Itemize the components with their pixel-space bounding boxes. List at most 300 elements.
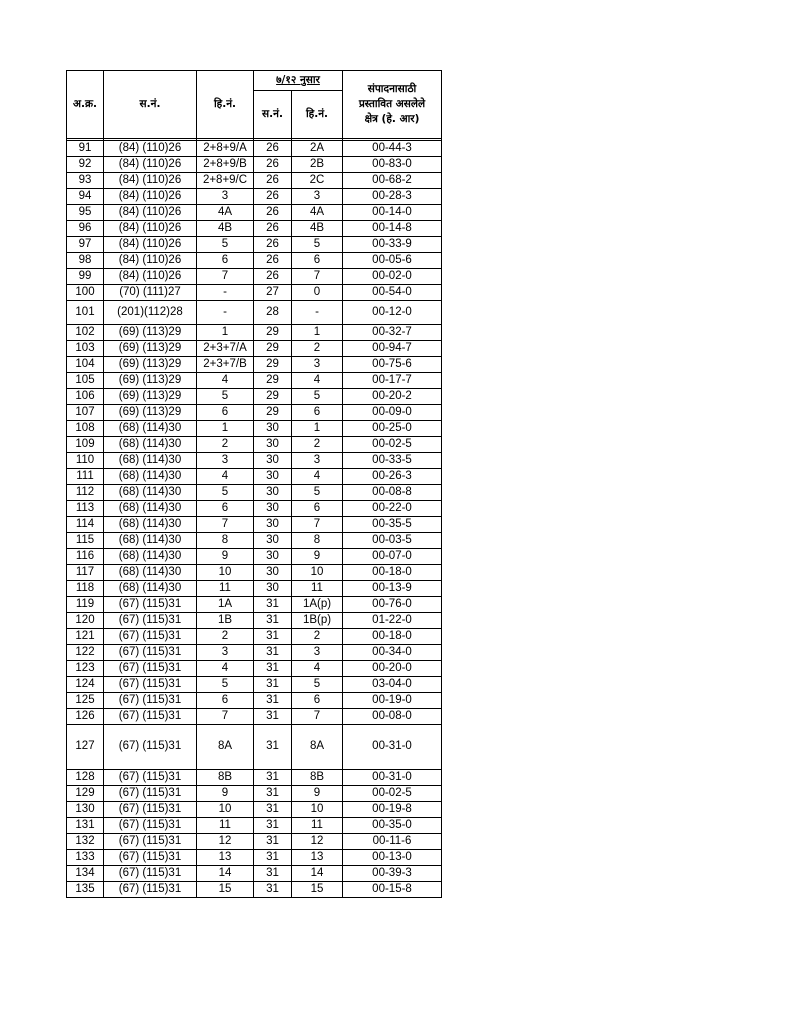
cell-hissa-no: 8 [197,533,254,549]
cell-survey-no: (201)(112)28 [104,301,197,325]
cell-sub-hissa: 5 [292,237,343,253]
cell-area: 00-83-0 [343,157,442,173]
cell-sub-survey: 30 [254,421,292,437]
header-area-line1: संपादनासाठी [367,82,417,95]
header-area-line2: प्रस्तावित असलेले [358,97,426,110]
cell-sub-hissa: 1 [292,325,343,341]
cell-serial: 93 [67,173,104,189]
table-body [67,141,442,898]
cell-survey-no: (67) (115)31 [104,597,197,613]
cell-sub-hissa: 2 [292,341,343,357]
table-row [67,597,442,613]
table-row [67,221,442,237]
cell-serial: 113 [67,501,104,517]
cell-hissa-no: 9 [197,549,254,565]
cell-area: 00-14-0 [343,205,442,221]
table-row [67,661,442,677]
table-row [67,189,442,205]
cell-sub-survey: 29 [254,405,292,421]
table-row [67,725,442,770]
table-row [67,253,442,269]
cell-hissa-no: 2 [197,629,254,645]
cell-sub-hissa: 12 [292,834,343,850]
cell-survey-no: (84) (110)26 [104,253,197,269]
cell-sub-hissa: 4 [292,469,343,485]
cell-hissa-no: 1 [197,325,254,341]
cell-area: 01-22-0 [343,613,442,629]
cell-area: 00-12-0 [343,301,442,325]
cell-sub-survey: 31 [254,677,292,693]
cell-hissa-no: 1 [197,421,254,437]
cell-survey-no: (68) (114)30 [104,549,197,565]
cell-survey-no: (69) (113)29 [104,325,197,341]
cell-sub-survey: 31 [254,866,292,882]
cell-area: 00-22-0 [343,501,442,517]
cell-hissa-no: 4 [197,373,254,389]
cell-sub-hissa: 14 [292,866,343,882]
table-row [67,677,442,693]
cell-hissa-no: 2+3+7/B [197,357,254,373]
table-row [67,405,442,421]
cell-hissa-no: 1B [197,613,254,629]
cell-sub-hissa: 3 [292,189,343,205]
cell-sub-survey: 26 [254,157,292,173]
table-row [67,389,442,405]
cell-sub-survey: 26 [254,173,292,189]
table-row [67,629,442,645]
header-area-line3: क्षेत्र (हे. आर) [364,113,420,126]
cell-area: 00-39-3 [343,866,442,882]
header-survey-no: स.नं. [104,71,197,139]
cell-area: 00-11-6 [343,834,442,850]
cell-survey-no: (84) (110)26 [104,189,197,205]
cell-area: 00-44-3 [343,141,442,157]
cell-hissa-no: 2+8+9/A [197,141,254,157]
cell-sub-survey: 30 [254,549,292,565]
cell-area: 00-35-5 [343,517,442,533]
cell-sub-survey: 26 [254,189,292,205]
cell-area: 00-35-0 [343,818,442,834]
cell-hissa-no: 5 [197,677,254,693]
cell-serial: 97 [67,237,104,253]
cell-sub-survey: 28 [254,301,292,325]
cell-serial: 94 [67,189,104,205]
table-row [67,421,442,437]
cell-sub-hissa: - [292,301,343,325]
cell-sub-hissa: 7 [292,517,343,533]
cell-serial: 131 [67,818,104,834]
cell-sub-hissa: 8B [292,770,343,786]
table-row [67,549,442,565]
cell-survey-no: (67) (115)31 [104,629,197,645]
cell-serial: 117 [67,565,104,581]
cell-survey-no: (84) (110)26 [104,205,197,221]
cell-sub-survey: 31 [254,661,292,677]
cell-hissa-no: 13 [197,850,254,866]
table-row [67,141,442,157]
cell-hissa-no: 1A [197,597,254,613]
cell-hissa-no: 3 [197,453,254,469]
cell-survey-no: (67) (115)31 [104,677,197,693]
cell-area: 00-94-7 [343,341,442,357]
cell-serial: 116 [67,549,104,565]
cell-survey-no: (84) (110)26 [104,237,197,253]
header-serial: अ.क्र. [67,71,104,139]
cell-sub-survey: 31 [254,613,292,629]
table-row [67,818,442,834]
cell-area: 00-32-7 [343,325,442,341]
cell-sub-survey: 31 [254,834,292,850]
cell-hissa-no: - [197,301,254,325]
table-row [67,613,442,629]
table-row [67,533,442,549]
cell-sub-survey: 27 [254,285,292,301]
cell-sub-hissa: 5 [292,677,343,693]
table-row [67,341,442,357]
cell-area: 00-17-7 [343,373,442,389]
cell-survey-no: (67) (115)31 [104,770,197,786]
cell-area: 00-18-0 [343,565,442,581]
cell-survey-no: (84) (110)26 [104,141,197,157]
cell-area: 00-02-5 [343,437,442,453]
cell-sub-hissa: 4A [292,205,343,221]
cell-sub-survey: 29 [254,373,292,389]
cell-area: 00-31-0 [343,725,442,770]
header-sub-survey: स.नं. [254,91,292,139]
table-row [67,373,442,389]
cell-serial: 108 [67,421,104,437]
cell-serial: 106 [67,389,104,405]
cell-survey-no: (68) (114)30 [104,533,197,549]
cell-survey-no: (67) (115)31 [104,850,197,866]
cell-serial: 133 [67,850,104,866]
cell-area: 03-04-0 [343,677,442,693]
table-row [67,237,442,253]
cell-sub-survey: 30 [254,565,292,581]
cell-hissa-no: 10 [197,565,254,581]
cell-area: 00-28-3 [343,189,442,205]
cell-area: 00-26-3 [343,469,442,485]
cell-survey-no: (67) (115)31 [104,613,197,629]
cell-hissa-no: 2+3+7/A [197,341,254,357]
cell-area: 00-25-0 [343,421,442,437]
cell-serial: 122 [67,645,104,661]
cell-survey-no: (68) (114)30 [104,437,197,453]
cell-sub-hissa: 1A(p) [292,597,343,613]
cell-hissa-no: 7 [197,517,254,533]
cell-sub-hissa: 7 [292,709,343,725]
cell-sub-hissa: 2A [292,141,343,157]
cell-survey-no: (67) (115)31 [104,834,197,850]
table-row [67,205,442,221]
cell-area: 00-15-8 [343,882,442,898]
cell-survey-no: (68) (114)30 [104,485,197,501]
cell-serial: 130 [67,802,104,818]
cell-serial: 127 [67,725,104,770]
cell-serial: 129 [67,786,104,802]
cell-hissa-no: - [197,285,254,301]
cell-area: 00-31-0 [343,770,442,786]
cell-survey-no: (69) (113)29 [104,357,197,373]
table-row [67,469,442,485]
cell-serial: 118 [67,581,104,597]
cell-hissa-no: 5 [197,485,254,501]
cell-survey-no: (68) (114)30 [104,453,197,469]
table-row [67,501,442,517]
cell-sub-hissa: 6 [292,501,343,517]
cell-serial: 124 [67,677,104,693]
land-acquisition-table [66,70,442,898]
cell-hissa-no: 5 [197,389,254,405]
cell-hissa-no: 4 [197,661,254,677]
cell-hissa-no: 9 [197,786,254,802]
cell-sub-hissa: 6 [292,405,343,421]
cell-sub-hissa: 2C [292,173,343,189]
cell-serial: 96 [67,221,104,237]
cell-sub-hissa: 4 [292,373,343,389]
header-sub-hissa: हि.नं. [292,91,343,139]
cell-serial: 125 [67,693,104,709]
cell-sub-hissa: 3 [292,645,343,661]
cell-hissa-no: 3 [197,645,254,661]
cell-area: 00-76-0 [343,597,442,613]
cell-sub-hissa: 5 [292,389,343,405]
table-row [67,882,442,898]
cell-sub-survey: 30 [254,581,292,597]
cell-sub-hissa: 1 [292,421,343,437]
cell-area: 00-13-9 [343,581,442,597]
cell-sub-survey: 26 [254,253,292,269]
cell-sub-hissa: 10 [292,802,343,818]
cell-serial: 114 [67,517,104,533]
cell-serial: 95 [67,205,104,221]
table-row [67,786,442,802]
cell-survey-no: (68) (114)30 [104,517,197,533]
header-as-per-712: ७/१२ नुसार [254,71,343,91]
cell-survey-no: (84) (110)26 [104,157,197,173]
cell-sub-hissa: 2B [292,157,343,173]
cell-sub-hissa: 13 [292,850,343,866]
cell-sub-hissa: 8A [292,725,343,770]
cell-hissa-no: 2+8+9/B [197,157,254,173]
cell-hissa-no: 6 [197,693,254,709]
cell-serial: 119 [67,597,104,613]
cell-hissa-no: 15 [197,882,254,898]
table-row [67,453,442,469]
cell-sub-survey: 31 [254,882,292,898]
cell-serial: 98 [67,253,104,269]
cell-area: 00-68-2 [343,173,442,189]
cell-survey-no: (69) (113)29 [104,405,197,421]
cell-serial: 110 [67,453,104,469]
cell-hissa-no: 2+8+9/C [197,173,254,189]
cell-serial: 134 [67,866,104,882]
cell-hissa-no: 11 [197,818,254,834]
cell-serial: 132 [67,834,104,850]
cell-survey-no: (67) (115)31 [104,882,197,898]
table-row [67,157,442,173]
cell-serial: 99 [67,269,104,285]
cell-sub-hissa: 9 [292,549,343,565]
cell-serial: 100 [67,285,104,301]
cell-sub-survey: 31 [254,693,292,709]
cell-survey-no: (67) (115)31 [104,645,197,661]
cell-serial: 109 [67,437,104,453]
cell-sub-survey: 30 [254,469,292,485]
cell-sub-hissa: 10 [292,565,343,581]
table-row [67,173,442,189]
cell-sub-survey: 26 [254,141,292,157]
cell-area: 00-20-0 [343,661,442,677]
cell-sub-survey: 29 [254,389,292,405]
cell-area: 00-05-6 [343,253,442,269]
header-area [343,71,442,139]
cell-hissa-no: 3 [197,189,254,205]
cell-sub-survey: 31 [254,725,292,770]
cell-hissa-no: 6 [197,405,254,421]
cell-sub-survey: 31 [254,802,292,818]
cell-hissa-no: 5 [197,237,254,253]
cell-hissa-no: 7 [197,709,254,725]
cell-sub-survey: 31 [254,597,292,613]
cell-sub-hissa: 6 [292,693,343,709]
cell-serial: 135 [67,882,104,898]
cell-area: 00-08-8 [343,485,442,501]
cell-serial: 101 [67,301,104,325]
cell-hissa-no: 11 [197,581,254,597]
cell-area: 00-18-0 [343,629,442,645]
cell-area: 00-75-6 [343,357,442,373]
cell-survey-no: (67) (115)31 [104,866,197,882]
cell-sub-survey: 30 [254,501,292,517]
cell-sub-survey: 30 [254,517,292,533]
cell-serial: 91 [67,141,104,157]
table-row [67,802,442,818]
cell-area: 00-34-0 [343,645,442,661]
table-row [67,565,442,581]
cell-sub-hissa: 5 [292,485,343,501]
cell-serial: 120 [67,613,104,629]
cell-sub-survey: 30 [254,533,292,549]
cell-sub-survey: 29 [254,357,292,373]
cell-sub-hissa: 2 [292,437,343,453]
cell-sub-survey: 31 [254,786,292,802]
cell-sub-hissa: 3 [292,453,343,469]
cell-hissa-no: 8A [197,725,254,770]
cell-survey-no: (68) (114)30 [104,501,197,517]
cell-area: 00-20-2 [343,389,442,405]
cell-hissa-no: 14 [197,866,254,882]
cell-hissa-no: 4B [197,221,254,237]
cell-survey-no: (70) (111)27 [104,285,197,301]
cell-sub-hissa: 1B(p) [292,613,343,629]
table-row [67,645,442,661]
cell-sub-survey: 26 [254,205,292,221]
cell-hissa-no: 2 [197,437,254,453]
cell-hissa-no: 4A [197,205,254,221]
cell-sub-survey: 29 [254,325,292,341]
cell-serial: 103 [67,341,104,357]
cell-area: 00-54-0 [343,285,442,301]
cell-survey-no: (67) (115)31 [104,818,197,834]
cell-sub-hissa: 4B [292,221,343,237]
cell-survey-no: (67) (115)31 [104,786,197,802]
cell-serial: 107 [67,405,104,421]
cell-sub-hissa: 6 [292,253,343,269]
cell-hissa-no: 10 [197,802,254,818]
cell-survey-no: (68) (114)30 [104,421,197,437]
table-row [67,357,442,373]
cell-area: 00-19-8 [343,802,442,818]
table-row [67,834,442,850]
cell-sub-hissa: 15 [292,882,343,898]
cell-hissa-no: 6 [197,501,254,517]
table-row [67,709,442,725]
cell-sub-hissa: 8 [292,533,343,549]
cell-hissa-no: 6 [197,253,254,269]
cell-serial: 105 [67,373,104,389]
cell-area: 00-08-0 [343,709,442,725]
cell-serial: 111 [67,469,104,485]
cell-serial: 128 [67,770,104,786]
cell-survey-no: (68) (114)30 [104,469,197,485]
table-row [67,285,442,301]
cell-survey-no: (68) (114)30 [104,565,197,581]
cell-sub-hissa: 0 [292,285,343,301]
cell-survey-no: (84) (110)26 [104,173,197,189]
cell-area: 00-33-9 [343,237,442,253]
table-row [67,517,442,533]
cell-sub-hissa: 4 [292,661,343,677]
cell-survey-no: (67) (115)31 [104,661,197,677]
cell-sub-survey: 26 [254,237,292,253]
cell-sub-survey: 31 [254,850,292,866]
table-row [67,269,442,285]
table-row [67,437,442,453]
cell-sub-survey: 31 [254,709,292,725]
cell-hissa-no: 12 [197,834,254,850]
cell-area: 00-02-5 [343,786,442,802]
cell-serial: 104 [67,357,104,373]
cell-sub-hissa: 9 [292,786,343,802]
table-row [67,301,442,325]
cell-survey-no: (69) (113)29 [104,341,197,357]
cell-serial: 126 [67,709,104,725]
cell-survey-no: (67) (115)31 [104,693,197,709]
cell-survey-no: (67) (115)31 [104,802,197,818]
table-row [67,485,442,501]
cell-area: 00-02-0 [343,269,442,285]
table-row [67,850,442,866]
table-row [67,581,442,597]
table-row [67,866,442,882]
cell-sub-survey: 30 [254,437,292,453]
cell-survey-no: (67) (115)31 [104,709,197,725]
cell-serial: 102 [67,325,104,341]
cell-sub-hissa: 11 [292,581,343,597]
cell-hissa-no: 7 [197,269,254,285]
cell-sub-survey: 26 [254,269,292,285]
cell-area: 00-09-0 [343,405,442,421]
cell-sub-hissa: 11 [292,818,343,834]
cell-sub-survey: 30 [254,485,292,501]
cell-serial: 92 [67,157,104,173]
cell-sub-hissa: 2 [292,629,343,645]
cell-sub-survey: 31 [254,645,292,661]
cell-serial: 121 [67,629,104,645]
cell-hissa-no: 8B [197,770,254,786]
cell-survey-no: (69) (113)29 [104,389,197,405]
